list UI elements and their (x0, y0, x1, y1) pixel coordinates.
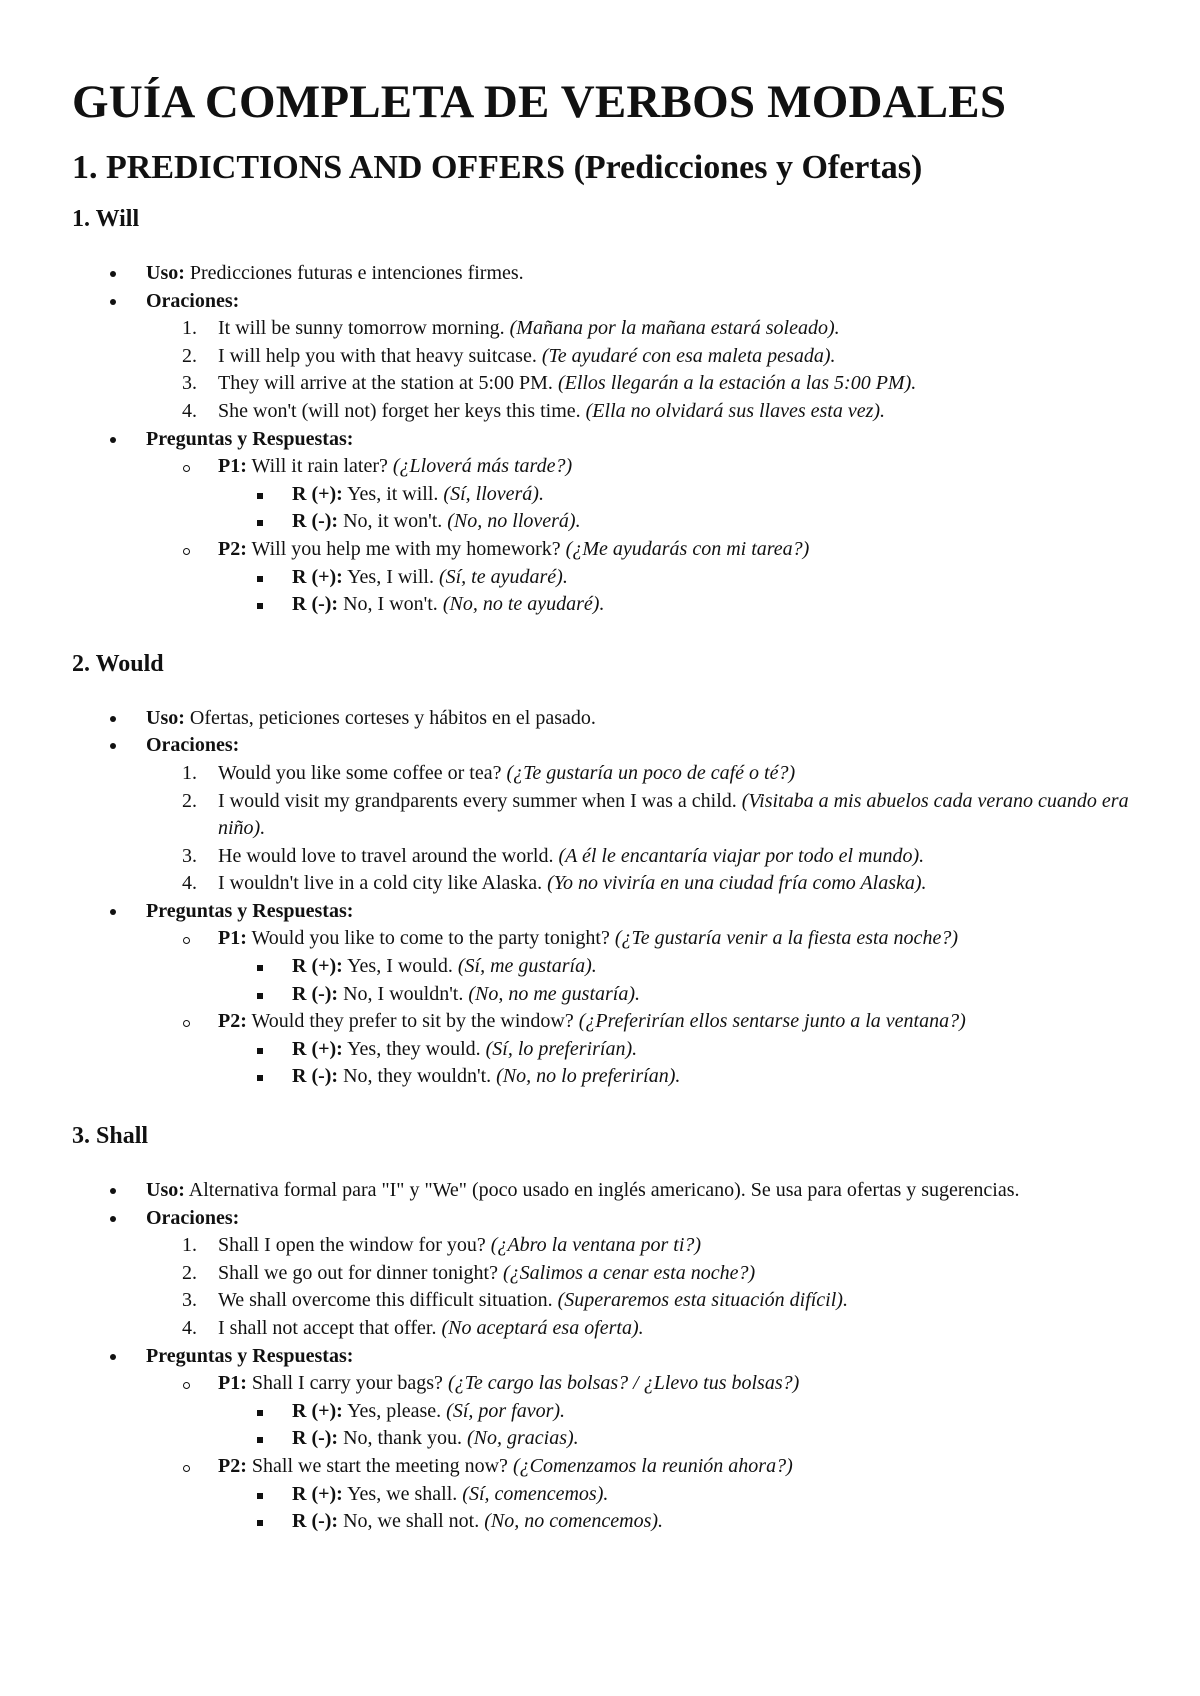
answer-list (218, 481, 1130, 536)
square-bullet-icon (257, 520, 263, 526)
sentence-translation: (¿Te gustaría un poco de café o té?) (506, 761, 796, 784)
preguntas-item (146, 898, 1130, 1091)
sentence-translation: (¿Abro la ventana por ti?) (490, 1234, 702, 1257)
sentence-translation: (¿Salimos a cenar esta noche?) (502, 1261, 756, 1284)
preguntas-label: Preguntas y Respuestas: (146, 427, 354, 450)
answer-english: No, it won't. (343, 510, 443, 533)
sentence-item (182, 843, 1130, 871)
sentence-translation: (Mañana por la mañana estará soleado). (509, 317, 840, 340)
answer-label: R (-): (292, 982, 339, 1005)
bullet-icon (110, 299, 116, 305)
answer-english: No, they wouldn't. (343, 1065, 492, 1088)
sentence-english: Would you like some coffee or tea? (218, 761, 502, 784)
answer-label: R (-): (292, 1065, 339, 1088)
square-bullet-icon (257, 576, 263, 582)
question-label: P2: (218, 1454, 247, 1477)
sentence-number: 3. (182, 372, 197, 395)
answer-label: R (+): (292, 955, 343, 978)
uso-label: Uso: (146, 706, 185, 729)
question-item (218, 536, 1130, 619)
sentence-english: I would visit my grandparents every summer when I was a child. (218, 789, 737, 812)
sentence-item (182, 1260, 1130, 1288)
sentence-item (182, 760, 1130, 788)
uso-item (146, 260, 1130, 288)
answer-negative (292, 981, 1130, 1009)
sentence-number: 3. (182, 1289, 197, 1312)
bullet-icon (110, 716, 116, 722)
question-item (218, 925, 1130, 1008)
answer-list (218, 1398, 1130, 1453)
square-bullet-icon (257, 993, 263, 999)
answer-translation: (No, no lloverá). (447, 510, 581, 533)
question-translation: (¿Preferirían ellos sentarse junto a la ventana?) (578, 1010, 966, 1033)
square-bullet-icon (257, 1493, 263, 1499)
answer-english: Yes, they would. (347, 1037, 481, 1060)
answer-list (218, 1036, 1130, 1091)
uso-text: Alternativa formal para "I" y "We" (poco usado en inglés americano). Se usa para ofertas y sugerencias. (188, 1179, 1020, 1202)
sentence-list (146, 1232, 1130, 1342)
answer-negative (292, 1063, 1130, 1091)
answer-translation: (No, no te ayudaré). (442, 593, 605, 616)
question-translation: (¿Comenzamos la reunión ahora?) (512, 1454, 793, 1477)
answer-translation: (No, gracias). (466, 1427, 579, 1450)
verb-section (72, 1121, 1130, 1536)
verb-heading: 1. Will (72, 206, 140, 232)
answer-english: No, I wouldn't. (343, 982, 464, 1005)
preguntas-label: Preguntas y Respuestas: (146, 899, 354, 922)
sentence-number: 2. (182, 789, 197, 812)
uso-label: Uso: (146, 1179, 185, 1202)
uso-label: Uso: (146, 262, 185, 284)
bullet-icon (110, 437, 116, 443)
square-bullet-icon (257, 603, 263, 609)
answer-label: R (+): (292, 1482, 343, 1505)
question-english: Would you like to come to the party tonight? (251, 927, 610, 950)
sentence-item (182, 1287, 1130, 1315)
verb-section (72, 649, 1130, 1121)
question-label: P2: (218, 537, 247, 560)
answer-translation: (No, no lo preferirían). (496, 1065, 681, 1088)
sentence-english: I shall not accept that offer. (218, 1317, 437, 1339)
question-item (218, 1370, 1130, 1453)
bullet-icon (110, 1188, 116, 1194)
section-spacer (72, 619, 1130, 649)
answer-english: Yes, we shall. (347, 1482, 458, 1505)
verb-heading: 2. Would (72, 650, 164, 677)
question-list (146, 453, 1130, 619)
question-list (146, 925, 1130, 1091)
question-english: Will you help me with my homework? (251, 537, 561, 560)
bullet-icon (110, 271, 116, 277)
bullet-icon (110, 1354, 116, 1360)
sentence-translation: (Ella no olvidará sus llaves esta vez). (585, 399, 886, 422)
answer-label: R (+): (292, 1037, 343, 1060)
question-english: Shall we start the meeting now? (251, 1454, 508, 1477)
uso-item (146, 1177, 1130, 1205)
answer-negative (292, 591, 1130, 619)
sentence-item (182, 1315, 1130, 1343)
question-item (218, 453, 1130, 536)
answer-label: R (-): (292, 1510, 339, 1533)
oraciones-item (146, 288, 1130, 426)
square-bullet-icon (257, 1410, 263, 1416)
sentence-number: 1. (182, 1234, 197, 1257)
sentence-english: We shall overcome this difficult situation. (218, 1289, 553, 1312)
question-translation: (¿Me ayudarás con mi tarea?) (565, 537, 810, 560)
question-list (146, 1370, 1130, 1536)
answer-english: No, thank you. (343, 1427, 462, 1450)
answer-translation: (No, no comencemos). (484, 1510, 664, 1533)
sentence-list (146, 760, 1130, 898)
answer-english: Yes, please. (347, 1399, 442, 1422)
circle-bullet-icon (183, 548, 190, 555)
question-item (218, 1453, 1130, 1536)
answer-negative (292, 508, 1130, 536)
answer-translation: (Sí, por favor). (446, 1399, 566, 1422)
verb-heading: 3. Shall (72, 1123, 149, 1150)
circle-bullet-icon (183, 1020, 190, 1027)
sentence-translation: (Te ayudaré con esa maleta pesada). (541, 344, 836, 367)
sentence-number: 4. (182, 1317, 197, 1339)
sentence-item (182, 370, 1130, 398)
answer-list (218, 953, 1130, 1008)
question-label: P1: (218, 927, 247, 950)
circle-bullet-icon (183, 937, 190, 944)
answer-english: No, we shall not. (343, 1510, 480, 1533)
oraciones-label: Oraciones: (146, 1206, 240, 1229)
section-title: 1. PREDICTIONS AND OFFERS (Predicciones y Ofertas) (72, 149, 923, 186)
square-bullet-icon (257, 1437, 263, 1443)
square-bullet-icon (257, 1075, 263, 1081)
sentence-english: I wouldn't live in a cold city like Alaska. (218, 872, 543, 895)
sentence-english: I will help you with that heavy suitcase. (218, 344, 537, 367)
sentence-english: She won't (will not) forget her keys this time. (218, 399, 581, 422)
sentence-english: He would love to travel around the world. (218, 844, 554, 867)
bullet-icon (110, 743, 116, 749)
answer-label: R (-): (292, 510, 339, 533)
sentence-translation: (Ellos llegarán a la estación a las 5:00 PM). (557, 372, 917, 395)
question-translation: (¿Lloverá más tarde?) (392, 455, 573, 478)
answer-translation: (Sí, comencemos). (462, 1482, 609, 1505)
question-translation: (¿Te cargo las bolsas? / ¿Llevo tus bolsas?) (447, 1372, 800, 1395)
sentence-translation: (Visitaba a mis abuelos cada verano cuando era niño). (218, 789, 1129, 840)
bullet-icon (110, 1216, 116, 1222)
sentence-number: 2. (182, 344, 197, 367)
answer-positive (292, 953, 1130, 981)
circle-bullet-icon (183, 465, 190, 472)
square-bullet-icon (257, 493, 263, 499)
answer-translation: (Sí, me gustaría). (457, 955, 597, 978)
answer-positive (292, 481, 1130, 509)
sentence-english: Shall we go out for dinner tonight? (218, 1261, 498, 1284)
sentence-number: 4. (182, 872, 197, 895)
verbs-container (72, 204, 1130, 1536)
answer-label: R (+): (292, 565, 343, 588)
sentence-translation: (Yo no viviría en una ciudad fría como Alaska). (547, 872, 927, 895)
circle-bullet-icon (183, 1465, 190, 1472)
question-label: P1: (218, 455, 247, 478)
sentence-english: It will be sunny tomorrow morning. (218, 317, 505, 340)
answer-translation: (No, no me gustaría). (468, 982, 641, 1005)
uso-item (146, 705, 1130, 733)
square-bullet-icon (257, 965, 263, 971)
question-item (218, 1008, 1130, 1091)
answer-list (218, 564, 1130, 619)
preguntas-item (146, 1343, 1130, 1536)
square-bullet-icon (257, 1048, 263, 1054)
section-spacer (72, 1091, 1130, 1121)
oraciones-item (146, 732, 1130, 898)
oraciones-item (146, 1205, 1130, 1343)
verb-details-list (72, 260, 1130, 619)
answer-english: No, I won't. (343, 593, 438, 616)
bullet-icon (110, 909, 116, 915)
sentence-list (146, 315, 1130, 425)
verb-section (72, 204, 1130, 649)
answer-translation: (Sí, lloverá). (443, 482, 544, 505)
answer-positive (292, 1398, 1130, 1426)
answer-english: Yes, I would. (347, 955, 453, 978)
preguntas-label: Preguntas y Respuestas: (146, 1344, 354, 1367)
sentence-translation: (A él le encantaría viajar por todo el mundo). (558, 844, 925, 867)
uso-text: Ofertas, peticiones corteses y hábitos en el pasado. (189, 706, 596, 729)
sentence-number: 1. (182, 317, 197, 340)
answer-label: R (-): (292, 1427, 339, 1450)
question-english: Shall I carry your bags? (251, 1372, 443, 1395)
sentence-translation: (Superaremos esta situación difícil). (557, 1289, 848, 1312)
answer-negative (292, 1508, 1130, 1536)
sentence-number: 1. (182, 761, 197, 784)
sentence-item (182, 788, 1130, 843)
document-title: GUÍA COMPLETA DE VERBOS MODALES (72, 76, 1007, 128)
question-english: Will it rain later? (251, 455, 388, 478)
sentence-number: 2. (182, 1261, 197, 1284)
sentence-item (182, 315, 1130, 343)
sentence-number: 4. (182, 399, 197, 422)
answer-label: R (+): (292, 1399, 343, 1422)
answer-list (218, 1481, 1130, 1536)
question-english: Would they prefer to sit by the window? (251, 1010, 574, 1033)
answer-translation: (Sí, lo preferirían). (485, 1037, 638, 1060)
answer-english: Yes, it will. (347, 482, 439, 505)
verb-details-list (72, 705, 1130, 1091)
uso-text: Predicciones futuras e intenciones firmes. (189, 262, 524, 284)
sentence-item (182, 1232, 1130, 1260)
circle-bullet-icon (183, 1382, 190, 1389)
sentence-item (182, 870, 1130, 898)
answer-english: Yes, I will. (347, 565, 434, 588)
answer-negative (292, 1425, 1130, 1453)
square-bullet-icon (257, 1520, 263, 1526)
sentence-number: 3. (182, 844, 197, 867)
sentence-english: They will arrive at the station at 5:00 PM. (218, 372, 553, 395)
sentence-item (182, 398, 1130, 426)
oraciones-label: Oraciones: (146, 734, 240, 757)
answer-positive (292, 1481, 1130, 1509)
preguntas-item (146, 426, 1130, 619)
oraciones-label: Oraciones: (146, 289, 240, 312)
sentence-translation: (No aceptará esa oferta). (441, 1317, 644, 1339)
answer-positive (292, 1036, 1130, 1064)
question-label: P2: (218, 1010, 247, 1033)
sentence-english: Shall I open the window for you? (218, 1234, 486, 1257)
answer-label: R (+): (292, 482, 343, 505)
question-translation: (¿Te gustaría venir a la fiesta esta noche?) (614, 927, 958, 950)
sentence-item (182, 343, 1130, 371)
answer-label: R (-): (292, 593, 339, 616)
answer-positive (292, 564, 1130, 592)
question-label: P1: (218, 1372, 247, 1395)
verb-details-list (72, 1177, 1130, 1536)
answer-translation: (Sí, te ayudaré). (438, 565, 568, 588)
